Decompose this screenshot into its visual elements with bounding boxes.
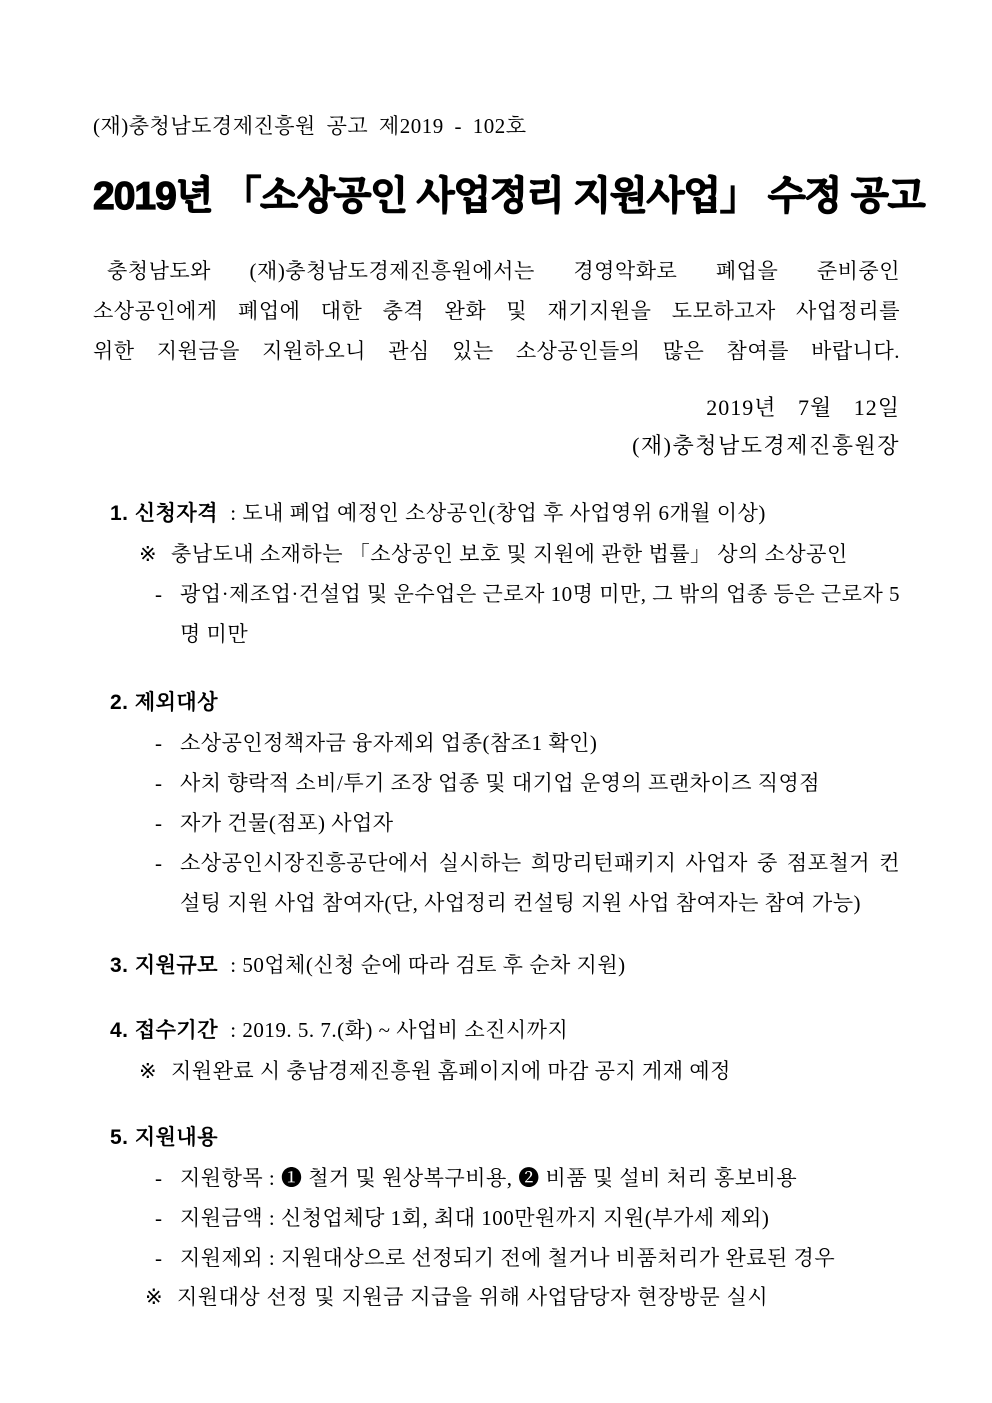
section-5-item-2 [93, 1198, 900, 1238]
section-5-item-1 [93, 1158, 900, 1198]
section-2-item-1-text: 소상공인정책자금 융자제외 업종(참조1 확인) [180, 731, 598, 755]
section-1-note-text: 충남도내 소재하는 「소상공인 보호 및 지원에 관한 법률」 상의 소상공인 [171, 542, 848, 566]
page-title: 2019년 「소상공인 사업정리 지원사업」 수정 공고 [93, 175, 925, 218]
intro-paragraph [93, 251, 900, 371]
section-2-heading [93, 682, 900, 723]
section-1-heading-text: : 도내 폐업 예정인 소상공인(창업 후 사업영위 6개월 이상) [230, 501, 766, 525]
section-4-title: 4. 접수기간 [110, 1019, 218, 1042]
section-4-note [93, 1051, 900, 1091]
reference-mark: ※ [139, 542, 158, 566]
section-2-item-3-text: 자가 건물(점포) 사업자 [180, 811, 394, 835]
dash-marker: - [155, 1166, 163, 1190]
section-2-item-4-text: 소상공인시장진흥공단에서 실시하는 희망리턴패키지 사업자 중 점포철거 컨설팅 지원 사업 참여자(단, 사업정리 컨설팅 지원 사업 참여자는 참여 가능) [180, 851, 900, 915]
section-2-item-2-text: 사치 향락적 소비/투기 조장 업종 및 대기업 운영의 프랜차이즈 직영점 [180, 771, 821, 795]
section-1-item-text: 광업·제조업·건설업 및 운수업은 근로자 10명 미만, 그 밖의 업종 등은 근로자 5명 미만 [180, 582, 900, 646]
section-3-heading [93, 945, 900, 986]
dash-marker: - [155, 731, 163, 755]
section-5-note [93, 1278, 900, 1318]
section-1-item [93, 574, 900, 654]
announcement-date: 2019년 7월 12일 [706, 395, 900, 420]
section-5-title: 5. 지원내용 [110, 1126, 218, 1149]
section-5-item-1-text: 지원항목 : ❶ 철거 및 원상복구비용, ❷ 비품 및 설비 처리 홍보비용 [180, 1166, 798, 1190]
section-1-heading [93, 493, 900, 534]
dash-marker: - [155, 582, 163, 606]
section-4-heading [93, 1010, 900, 1051]
dash-marker: - [155, 851, 163, 875]
section-1-note [93, 534, 900, 574]
section-2-item-1 [93, 723, 900, 763]
section-application-period [93, 1010, 900, 1091]
announcement-signer: (재)충청남도경제진흥원장 [632, 433, 900, 458]
section-2-item-3 [93, 803, 900, 843]
section-5-item-2-text: 지원금액 : 신청업체당 1회, 최대 100만원까지 지원(부가세 제외) [180, 1206, 770, 1230]
section-5-item-3 [93, 1238, 900, 1278]
section-4-heading-text: : 2019. 5. 7.(화) ~ 사업비 소진시까지 [230, 1018, 569, 1042]
dash-marker: - [155, 1246, 163, 1270]
section-4-note-text: 지원완료 시 충남경제진흥원 홈페이지에 마감 공지 게재 예정 [171, 1059, 731, 1083]
dash-marker: - [155, 1206, 163, 1230]
section-5-item-3-text: 지원제외 : 지원대상으로 선정되기 전에 철거나 비품처리가 완료된 경우 [180, 1246, 836, 1270]
section-support-details [93, 1117, 900, 1318]
section-1-title: 1. 신청자격 [110, 502, 218, 525]
section-exclusions [93, 682, 900, 923]
section-eligibility [93, 493, 900, 654]
doc-number: (재)충청남도경제진흥원 공고 제2019 - 102호 [93, 114, 527, 138]
section-2-title: 2. 제외대상 [110, 691, 218, 714]
section-5-heading [93, 1117, 900, 1158]
intro-line-3: 위한 지원금을 지원하오니 관심 있는 소상공인들의 많은 참여를 바랍니다. [93, 339, 900, 363]
section-3-title: 3. 지원규모 [110, 954, 218, 977]
section-5-note-text: 지원대상 선정 및 지원금 지급을 위해 사업담당자 현장방문 실시 [177, 1286, 769, 1309]
dash-marker: - [155, 811, 163, 835]
reference-mark: ※ [145, 1286, 164, 1309]
section-support-scale [93, 945, 900, 986]
dash-marker: - [155, 771, 163, 795]
intro-line-2: 소상공인에게 폐업에 대한 충격 완화 및 재기지원을 도모하고자 사업정리를 [93, 299, 900, 323]
section-3-heading-text: : 50업체(신청 순에 따라 검토 후 순차 지원) [230, 953, 626, 977]
reference-mark: ※ [139, 1059, 158, 1083]
section-2-item-2 [93, 763, 900, 803]
section-2-item-4 [93, 843, 900, 923]
intro-line-1: 충청남도와 (재)충청남도경제진흥원에서는 경영악화로 폐업을 준비중인 [107, 259, 900, 283]
